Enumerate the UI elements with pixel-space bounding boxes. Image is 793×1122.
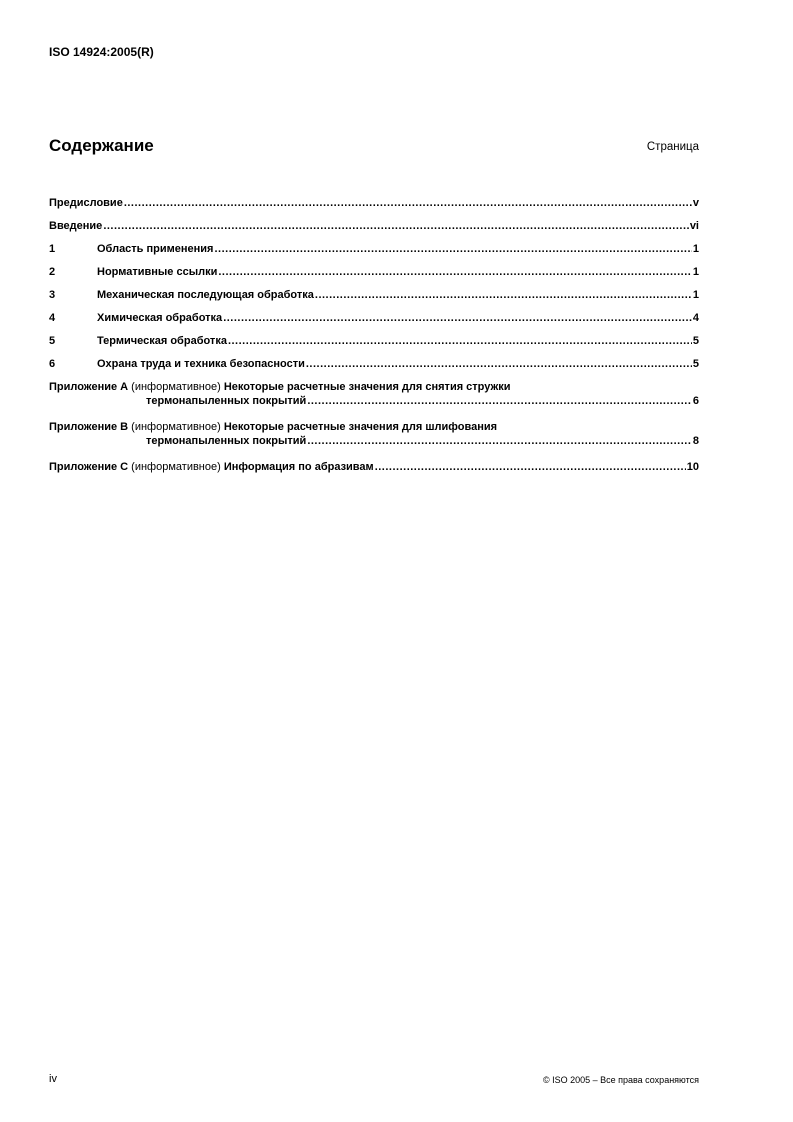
page-title: Содержание	[49, 136, 154, 155]
annex-prefix: Приложение B	[49, 421, 129, 433]
leader-dots	[223, 312, 692, 324]
annex-title-line2-row	[49, 435, 699, 452]
toc-entry-label: Введение	[49, 220, 103, 232]
annex-type: (информативное)	[131, 421, 221, 433]
toc-entry-page: 6	[692, 395, 699, 407]
annex-heading	[49, 381, 699, 395]
toc-entry-page: 4	[692, 312, 699, 324]
toc-entry-page: 5	[692, 358, 699, 370]
toc-entry-page: 1	[692, 289, 699, 301]
toc-entry-6[interactable]	[49, 358, 699, 381]
toc-title-row	[49, 136, 699, 156]
toc-entry-page: 8	[692, 435, 699, 447]
toc-annex-b[interactable]	[49, 421, 699, 452]
annex-type-text: (информативное)	[131, 461, 221, 473]
toc-entry-3[interactable]	[49, 289, 699, 312]
toc-entry-1[interactable]	[49, 243, 699, 266]
toc-entry-label: Химическая обработка	[97, 312, 223, 324]
toc-annex-c[interactable]	[49, 461, 699, 484]
leader-dots	[307, 435, 692, 447]
toc-entry-number: 1	[49, 243, 56, 255]
toc-entry-label: Нормативные ссылки	[97, 266, 218, 278]
page-number: iv	[49, 1073, 57, 1085]
toc-entry-number: 4	[49, 312, 56, 324]
leader-dots	[375, 461, 686, 473]
table-of-contents	[49, 197, 699, 484]
leader-dots	[124, 197, 692, 209]
annex-heading	[49, 421, 699, 435]
annex-prefix: Приложение C	[49, 461, 129, 473]
annex-prefix: Приложение A	[49, 381, 129, 393]
toc-entry-4[interactable]	[49, 312, 699, 335]
annex-title-line2: термонапыленных покрытий	[146, 435, 307, 447]
toc-entry-number: 6	[49, 358, 56, 370]
toc-entry-foreword[interactable]	[49, 197, 699, 220]
toc-annex-a[interactable]	[49, 381, 699, 412]
toc-entry-page: 10	[686, 461, 699, 473]
document-id: ISO 14924:2005(R)	[49, 45, 154, 59]
toc-entry-number: 3	[49, 289, 56, 301]
toc-entry-label: Термическая обработка	[97, 335, 227, 347]
toc-entry-page: v	[692, 197, 699, 209]
toc-entry-label: Механическая последующая обработка	[97, 289, 314, 301]
annex-title-line2-row	[49, 395, 699, 412]
annex-title-line1: Некоторые расчетные значения для снятия стружки	[223, 381, 511, 393]
annex-title: Информация по абразивам	[223, 461, 374, 473]
toc-entry-label: Область применения	[97, 243, 214, 255]
toc-entry-page: 1	[692, 243, 699, 255]
leader-dots	[306, 358, 692, 370]
page-column-label: Страница	[646, 141, 699, 153]
leader-dots	[228, 335, 692, 347]
toc-entry-page: vi	[689, 220, 699, 232]
leader-dots	[103, 220, 689, 232]
toc-entry-5[interactable]	[49, 335, 699, 358]
annex-title-line1: Некоторые расчетные значения для шлифования	[223, 421, 498, 433]
toc-entry-page: 5	[692, 335, 699, 347]
leader-dots	[307, 395, 692, 407]
annex-type: (информативное)	[131, 381, 221, 393]
toc-entry-label: Охрана труда и техника безопасности	[97, 358, 305, 370]
toc-entry-2[interactable]	[49, 266, 699, 289]
leader-dots	[315, 289, 692, 301]
toc-entry-introduction[interactable]	[49, 220, 699, 243]
toc-entry-page: 1	[692, 266, 699, 278]
toc-entry-number: 2	[49, 266, 56, 278]
leader-dots	[218, 266, 692, 278]
toc-entry-label: Предисловие	[49, 197, 123, 209]
toc-entry-number: 5	[49, 335, 56, 347]
leader-dots	[214, 243, 691, 255]
copyright-notice: © ISO 2005 – Все права сохраняются	[542, 1075, 699, 1085]
annex-title-line2: термонапыленных покрытий	[146, 395, 307, 407]
